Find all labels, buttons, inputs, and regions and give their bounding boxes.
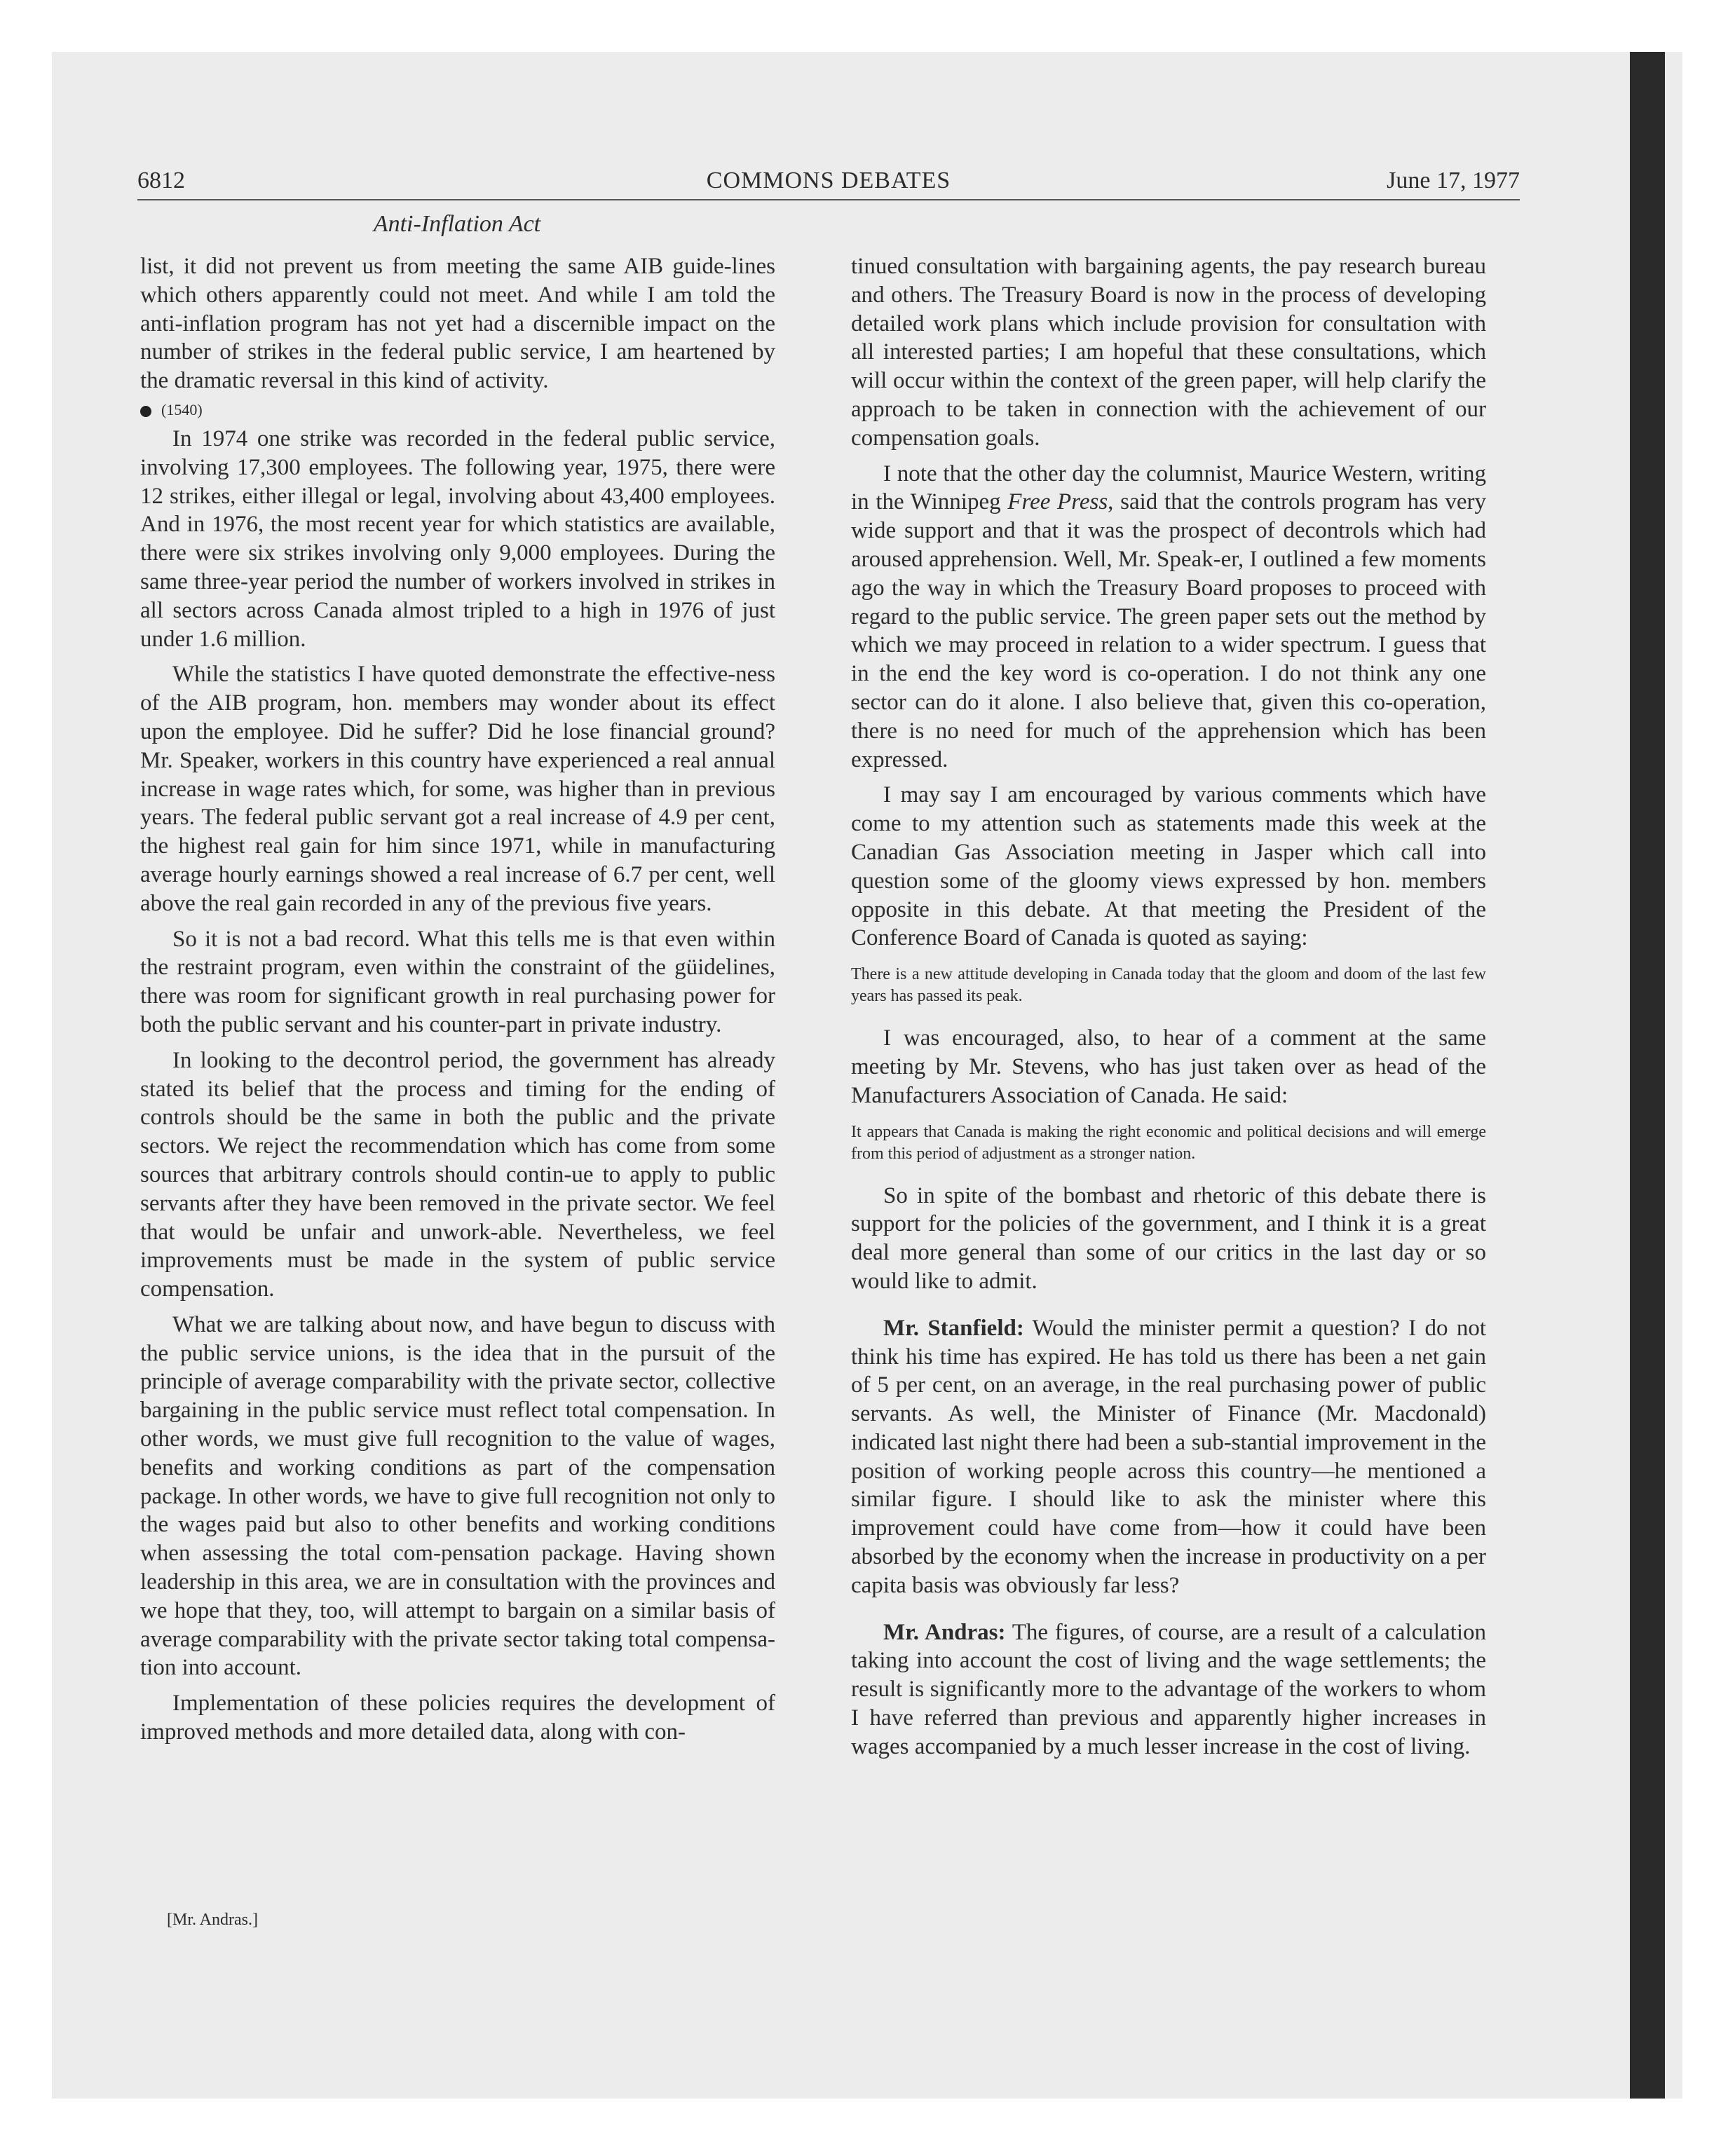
paragraph: Implementation of these policies requires the development of improved methods and more detailed data, along with con- (140, 1691, 775, 1745)
speech-stanfield (851, 1314, 1486, 1600)
text-run: I note that the other day the columnist, Maurice Western, writing in the Winnipeg (851, 460, 1486, 515)
paragraph: In looking to the decontrol period, the government has already stated its belief that the process and timing for the ending of controls should be the same in both the public and the private sectors. We reject the recommendation which has come from some sources that arbitrary controls should contin-ue to apply to public servants after they have been removed in the private sector. We feel that would be unfair and unwork-able. Nevertheless, we feel improvements must be made in the system of public service compensation. (140, 1047, 775, 1302)
right-column (851, 252, 1486, 1761)
paragraph: In 1974 one strike was recorded in the federal public service, involving 17,300 employees. The following year, 1975, there were 12 strikes, either illegal or legal, involving about 43,400 employees. And in 1976, the most recent year for which statistics are available, there were six strikes involving only 9,000 employees. During the same three-year period the number of workers involved in strikes in all sectors across Canada almost tripled to a high in 1976 of just under 1.6 million. (140, 425, 775, 652)
time-marker-label: (1540) (161, 400, 203, 418)
speech-text: The figures, of course, are a result of a calculation taking into account the cost of living and the wage settlements; the result is significantly more to the advantage of the workers to whom I have referred than previous and apparently higher increases in wages accompanied by a much lesser increase in the cost of living. (851, 1619, 1486, 1759)
paragraph: I was encouraged, also, to hear of a comment at the same meeting by Mr. Stevens, who has just taken over as head of the Manufacturers Association of Canada. He said: (851, 1025, 1486, 1108)
publication-date: June 17, 1977 (1387, 168, 1520, 193)
paragraph: While the statistics I have quoted demonstrate the effective-ness of the AIB program, hon. members may wonder about its effect upon the employee. Did he suffer? Did he lose financial ground? Mr. Speaker, workers in this country have experienced a real annual increase in wage rates which, for some, was higher than in previous years. The federal public servant got a real increase of 4.9 per cent, the highest real gain for him since 1971, while in manufacturing average hourly earnings showed a real increase of 6.7 per cent, well above the real gain recorded in any of the previous five years. (140, 662, 775, 916)
time-marker (140, 398, 775, 422)
speaker-footer: [Mr. Andras.] (167, 1911, 258, 1929)
text-run: , said that the controls program has very wide support and that it was the prospect of decontrols which had aroused apprehension. Well, Mr. Speak-er, I outlined a few moments ago the way in which the Treasury Board proposes to proceed with regard to the public service. The green paper sets out the method by which we may proceed in relation to a wider spectrum. I guess that in the end the key word is co-operation. I do not think any one sector can do it alone. I also believe that, given this co-operation, there is no need for much of the apprehension which has been expressed. (851, 489, 1486, 772)
newspaper-name: Free Press (1007, 489, 1108, 515)
page-header (137, 163, 1520, 200)
speech-andras (851, 1618, 1486, 1761)
paragraph: So it is not a bad record. What this tells me is that even within the restraint program, even within the constraint of the güidelines, there was room for significant growth in real purchasing power for both the public servant and his counter-part in private industry. (140, 926, 775, 1037)
block-quote: There is a new attitude developing in Canada today that the gloom and doom of the last few years has passed its peak. (851, 965, 1486, 1006)
speaker-name: Mr. Stanfield: (883, 1315, 1024, 1341)
left-column (140, 252, 775, 1747)
paragraph (851, 460, 1486, 775)
page-number: 6812 (137, 168, 185, 193)
block-quote: It appears that Canada is making the right economic and political decisions and will emerge from this period of adjustment as a stronger nation. (851, 1122, 1486, 1163)
bullet-icon (140, 406, 151, 417)
section-title: Anti-Inflation Act (373, 211, 541, 237)
speech-text: Would the minister permit a question? I do not think his time has expired. He has told us there has been a net gain of 5 per cent, on an average, in the real purchasing power of public servants. As well, the Minister of Finance (Mr. Macdonald) indicated last night there had been a sub-stantial improvement in the position of working people across this country—he mentioned a similar figure. I should like to ask the minister where this improvement could have come from—how it could have been absorbed by the economy when the increase in productivity on a per capita basis was obviously far less? (851, 1315, 1486, 1598)
publication-title: COMMONS DEBATES (706, 168, 951, 193)
paragraph: What we are talking about now, and have begun to discuss with the public service unions, is the idea that in the pursuit of the principle of average comparability with the private sector, collective bargaining in the public service must reflect total compensation. In other words, we must give full recognition to the value of wages, benefits and working conditions as part of the compensation package. In other words, we have to give full recognition not only to the wages paid but also to other benefits and working conditions when assessing the total com-pensation package. Having shown leadership in this area, we are in consultation with the provinces and we hope that they, too, will attempt to bargain on a similar basis of average comparability with the private sector taking total compensa-tion into account. (140, 1311, 775, 1681)
paragraph: So in spite of the bombast and rhetoric of this debate there is support for the policies of the government, and I think it is a great deal more general than some of our critics in the last day or so would like to admit. (851, 1182, 1486, 1294)
scan-edge (1630, 52, 1665, 2099)
paragraph: tinued consultation with bargaining agents, the pay research bureau and others. The Treasury Board is now in the process of developing detailed work plans which include provision for consultation with all interested parties; I am hopeful that these consultations, which will occur within the context of the green paper, will help clarify the approach to be taken in connection with the achievement of our compensation goals. (851, 254, 1486, 451)
paragraph: I may say I am encouraged by various comments which have come to my attention such as statements made this week at the Canadian Gas Association meeting in Jasper which call into question some of the gloomy views expressed by hon. members opposite in this debate. At that meeting the President of the Conference Board of Canada is quoted as saying: (851, 782, 1486, 951)
paragraph: list, it did not prevent us from meeting the same AIB guide-lines which others apparently could not meet. And while I am told the anti-inflation program has not yet had a discernible impact on the number of strikes in the federal public service, I am heartened by the dramatic reversal in this kind of activity. (140, 254, 775, 394)
speaker-name: Mr. Andras: (883, 1619, 1006, 1645)
